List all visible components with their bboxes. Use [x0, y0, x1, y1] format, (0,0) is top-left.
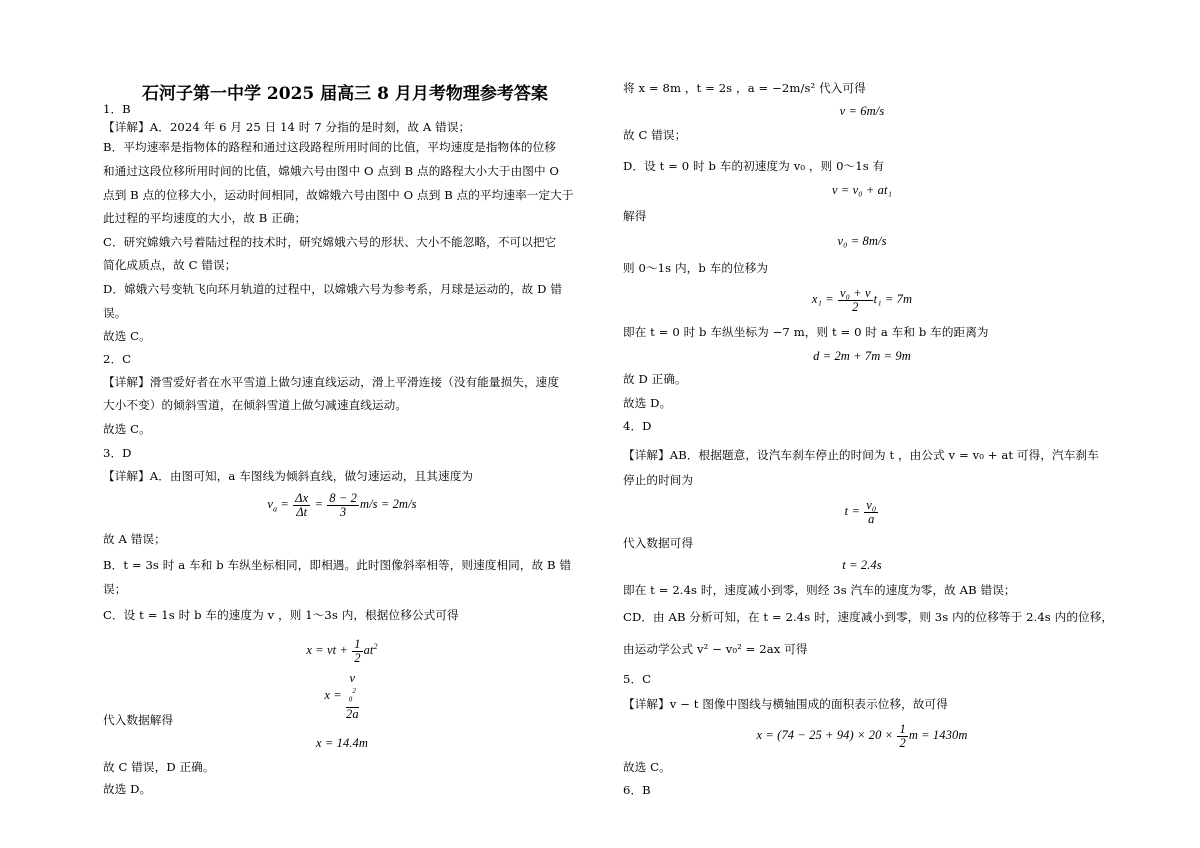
text-line: 将 x = 8m ，t = 2s ，a = −2m/s² 代入可得 — [623, 81, 866, 95]
text-line: 点到 B 点的位移大小，运动时间相同，故嫦娥六号由图中 O 点到 B 点的平均速率一定大于 — [103, 188, 574, 202]
text-line: 简化成质点，故 C 错误； — [103, 258, 237, 272]
text-line: 由运动学公式 v² − v₀² = 2ax 可得 — [623, 642, 808, 656]
text-line: 故 D 正确。 — [623, 372, 687, 386]
equation-va: $v_a$ = $\frac{\Delta x}{\Delta t}$ = $\frac{8 - 2}{3}$ m/s = 2m/s — [267, 490, 417, 519]
text-line: 【详解】AB．根据题意，设汽车刹车停止的时间为 t ，由公式 v = v₀ + at 可得，汽车刹车 — [623, 448, 1099, 462]
equation-v-v0-at: v = v₀ + at₁ — [831, 183, 893, 197]
text-line: B．t = 3s 时 a 车和 b 车纵坐标相同，即相遇。此时图像斜率相等，则速度相同，故 B 错 — [103, 558, 572, 572]
text-line: 停止的时间为 — [623, 473, 694, 487]
equation-d: d = 2m + 7m = 9m — [813, 349, 911, 363]
text-line: 和通过这段位移所用时间的比值，嫦娥六号由图中 O 点到 B 点的路程大小大于由图中 O — [103, 164, 560, 178]
text-line: 3．D — [103, 446, 132, 460]
equation-t: t = $\frac{\text{v₀}}{a}$ — [844, 497, 877, 526]
text-line: 此过程的平均速度的大小，故 B 正确； — [103, 211, 307, 225]
equation-t24: t = 2.4s — [842, 558, 882, 572]
text-line: 故选 C。 — [103, 422, 151, 436]
text-line: 代入数据可得 — [623, 536, 694, 550]
text-line: 4．D — [623, 419, 652, 433]
text-line: 6．B — [623, 783, 651, 797]
text-line: 【详解】A．由图可知，a 车图线为倾斜直线，做匀速运动，且其速度为 — [103, 469, 474, 483]
text-line: 大小不变）的倾斜雪道，在倾斜雪道上做匀减速直线运动。 — [103, 398, 408, 412]
text-line: C．研究嫦娥六号着陆过程的技术时，研究嫦娥六号的形状、大小不能忽略，不可以把它 — [103, 235, 557, 249]
text-line: 2．C — [103, 352, 132, 366]
text-line: D．嫦娥六号变轨飞向环月轨道的过程中，以嫦娥六号为参考系，月球是运动的，故 D 错 — [103, 282, 563, 296]
text-line: C．设 t = 1s 时 b 车的速度为 v ，则 1～3s 内，根据位移公式可得 — [103, 608, 459, 622]
text-line: 1．B — [103, 102, 131, 116]
text-line: 故 A 错误； — [103, 532, 166, 546]
page-title: 石河子第一中学 2025 届高三 8 月月考物理参考答案 — [142, 84, 548, 104]
equation-x-area: x = (74 − 25 + 94) × 20 × $\frac{1}{2}$ m = 1430m — [756, 721, 968, 750]
equation-x-v0: x = v $_0^2$ 2a — [324, 671, 359, 721]
text-line: 解得 — [623, 209, 647, 223]
text-line: 【详解】v − t 图像中图线与横轴围成的面积表示位移，故可得 — [623, 697, 948, 711]
text-line: 故选 C。 — [623, 760, 671, 774]
text-line: 【详解】滑雪爱好者在水平雪道上做匀速直线运动，滑上平滑连接（没有能量损失，速度 — [103, 375, 560, 389]
text-line: 则 0～1s 内，b 车的位移为 — [623, 261, 769, 275]
text-line: D．设 t = 0 时 b 车的初速度为 v₀ ，则 0～1s 有 — [623, 159, 885, 173]
text-line: 代入数据解得 — [103, 713, 174, 727]
equation-x1: x₁ = $\frac{\text{v₀ + v}}{2}$ t₁ = 7m — [811, 285, 913, 314]
text-line: 故 C 错误，D 正确。 — [103, 760, 215, 774]
equation-v0: v₀ = 8m/s — [837, 234, 887, 248]
text-line: 5．C — [623, 672, 652, 686]
text-line: 误。 — [103, 306, 127, 320]
text-line: 即在 t = 2.4s 时，速度减小到零，则经 3s 汽车的速度为零，故 AB 错误； — [623, 583, 1016, 597]
text-line: 故选 C。 — [103, 329, 151, 343]
equation-v6: v = 6m/s — [839, 104, 885, 118]
text-line: 故选 D。 — [623, 396, 672, 410]
text-line: CD．由 AB 分析可知，在 t = 2.4s 时，速度减小到零，则 3s 内的位移等于 2.4s 内的位移， — [623, 610, 1114, 624]
text-line: 即在 t = 0 时 b 车纵坐标为 −7 m，则 t = 0 时 a 车和 b 车的距离为 — [623, 325, 989, 339]
text-line: B．平均速率是指物体的路程和通过这段路程所用时间的比值，平均速度是指物体的位移 — [103, 140, 556, 154]
equation-x-result: x = 14.4m — [315, 736, 369, 750]
text-line: 误； — [103, 582, 127, 596]
text-line: 故选 D。 — [103, 782, 152, 796]
equation-x-vt: x = vt + $\frac{1}{2}$ $at^2$ — [306, 636, 378, 665]
text-line: 【详解】A．2024 年 6 月 25 日 14 时 7 分指的是时刻，故 A 错误； — [103, 120, 471, 134]
text-line: 故 C 错误； — [623, 128, 687, 142]
